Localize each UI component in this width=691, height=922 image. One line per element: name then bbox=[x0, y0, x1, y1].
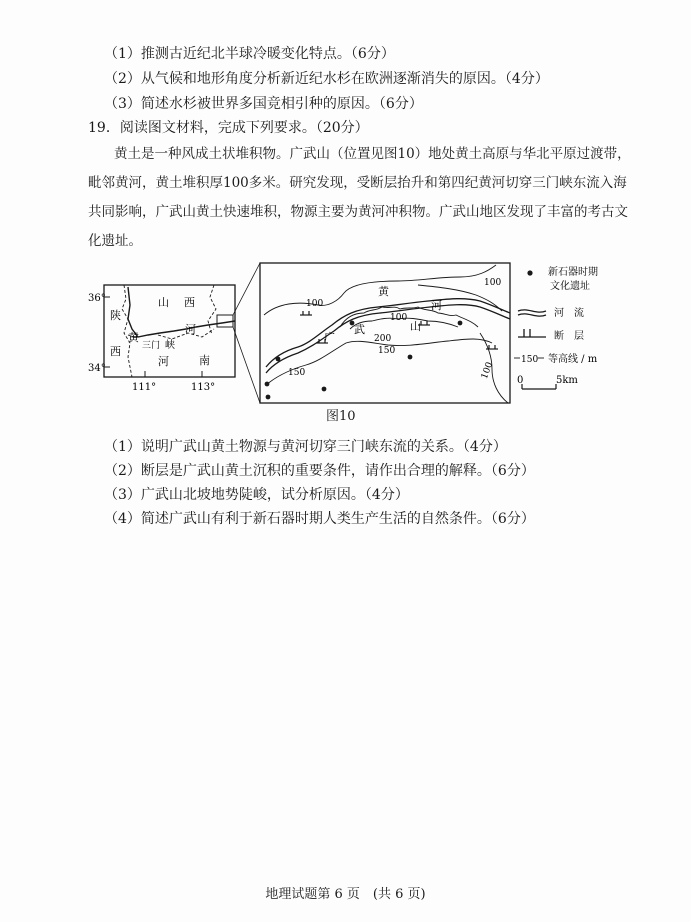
contour-label-100-east: 100 bbox=[479, 360, 496, 381]
legend bbox=[514, 265, 598, 389]
subquestion-3: （3）广武山北坡地势陡峻，试分析原因。（4分） bbox=[104, 487, 409, 503]
mountain-label-guang: 广 bbox=[324, 331, 335, 344]
legend-contour-sample: 150 bbox=[521, 355, 539, 365]
site-dot bbox=[322, 387, 327, 392]
legend-river-label: 河 流 bbox=[554, 308, 584, 319]
label-xi-2: 西 bbox=[110, 345, 121, 358]
prev-question-2: （2）从气候和地形角度分析新近纪水杉在欧洲逐渐消失的原因。（4分） bbox=[104, 71, 549, 87]
question-19-heading: 19．阅读图文材料，完成下列要求。（20分） bbox=[88, 120, 369, 136]
detail-map-frame bbox=[260, 263, 510, 403]
figure-10 bbox=[88, 257, 648, 432]
legend-site-dot bbox=[527, 270, 532, 275]
contour-label-200: 200 bbox=[374, 334, 392, 344]
contour-label-150-b: 150 bbox=[378, 346, 396, 356]
label-shan: 山 bbox=[158, 296, 169, 309]
legend-river-symbol bbox=[518, 310, 546, 312]
site-dot bbox=[458, 321, 463, 326]
legend-site-label-2: 文化遗址 bbox=[550, 281, 590, 292]
contour-label-3: 100 bbox=[390, 313, 408, 323]
subquestion-4: （4）简述广武山有利于新石器时期人类生产生活的自然条件。（6分） bbox=[104, 511, 535, 527]
lon-label-111: 111° bbox=[132, 382, 157, 393]
lat-label-34: 34° bbox=[88, 363, 106, 374]
prev-question-3: （3）简述水杉被世界多国竞相引种的原因。（6分） bbox=[104, 96, 423, 112]
page-footer: 地理试题第 6 页 (共 6 页) bbox=[265, 887, 426, 902]
mountain-label-shan: 山 bbox=[410, 320, 421, 333]
site-dot bbox=[350, 321, 355, 326]
site-dot bbox=[408, 355, 413, 360]
figure-caption: 图10 bbox=[326, 409, 356, 424]
site-dot bbox=[265, 382, 270, 387]
river-label-huang: 黄 bbox=[378, 285, 389, 298]
legend-site-label-1: 新石器时期 bbox=[548, 267, 598, 278]
label-shaan: 陕 bbox=[110, 309, 121, 322]
contour-label-2: 100 bbox=[484, 278, 502, 288]
legend-fault-label: 断 层 bbox=[554, 331, 584, 342]
mountain-label-wu: 武 bbox=[354, 323, 365, 336]
locator-yellow-river bbox=[128, 287, 235, 337]
subquestion-2: （2）断层是广武山黄土沉积的重要条件，请作出合理的解释。（6分） bbox=[104, 463, 535, 479]
label-he-province: 河 bbox=[158, 355, 169, 368]
locator-map bbox=[88, 263, 260, 403]
legend-fault-symbol bbox=[518, 329, 546, 337]
site-dot bbox=[266, 395, 271, 400]
legend-scale-end: 5km bbox=[556, 375, 578, 386]
legend-scale-bar bbox=[522, 384, 556, 389]
lat-label-36: 36° bbox=[88, 293, 106, 304]
subquestion-1: （1）说明广武山黄土物源与黄河切穿三门峡东流的关系。（4分） bbox=[104, 439, 507, 455]
river-label-he: 河 bbox=[431, 299, 442, 312]
contour-label-150-a: 150 bbox=[288, 368, 306, 378]
label-sanmen: 三门 bbox=[142, 341, 161, 351]
shanxi-henan-east-boundary bbox=[208, 285, 216, 335]
label-xia: 峡 bbox=[165, 340, 175, 351]
contour-label-1: 100 bbox=[306, 299, 324, 309]
detail-map bbox=[260, 263, 510, 403]
detail-yellow-river-north bbox=[266, 299, 510, 367]
label-he-river: 河 bbox=[185, 323, 196, 336]
question-19-material: 黄土是一种风成土状堆积物。广武山（位置见图10）地处黄土高原与华北平原过渡带，毗邻黄河，黄土堆积厚100多米。研究发现，受断层抬升和第四纪黄河切穿三门峡东流入海共同影响，广武山黄土快速堆积，物源主要为黄河冲积物。广武山地区发现了丰富的考古文化遗址。 bbox=[88, 146, 631, 249]
site-dot bbox=[276, 357, 281, 362]
prev-question-1: （1）推测古近纪北半球冷暖变化特点。（6分） bbox=[104, 46, 395, 62]
legend-contour-label: 等高线 / m bbox=[548, 354, 598, 365]
legend-scale-zero: 0 bbox=[517, 375, 524, 386]
label-nan: 南 bbox=[199, 354, 210, 367]
label-huang: 黄 bbox=[128, 331, 139, 344]
label-xi-1: 西 bbox=[184, 296, 195, 309]
figure-10-svg bbox=[88, 257, 648, 432]
lon-label-113: 113° bbox=[191, 382, 216, 393]
